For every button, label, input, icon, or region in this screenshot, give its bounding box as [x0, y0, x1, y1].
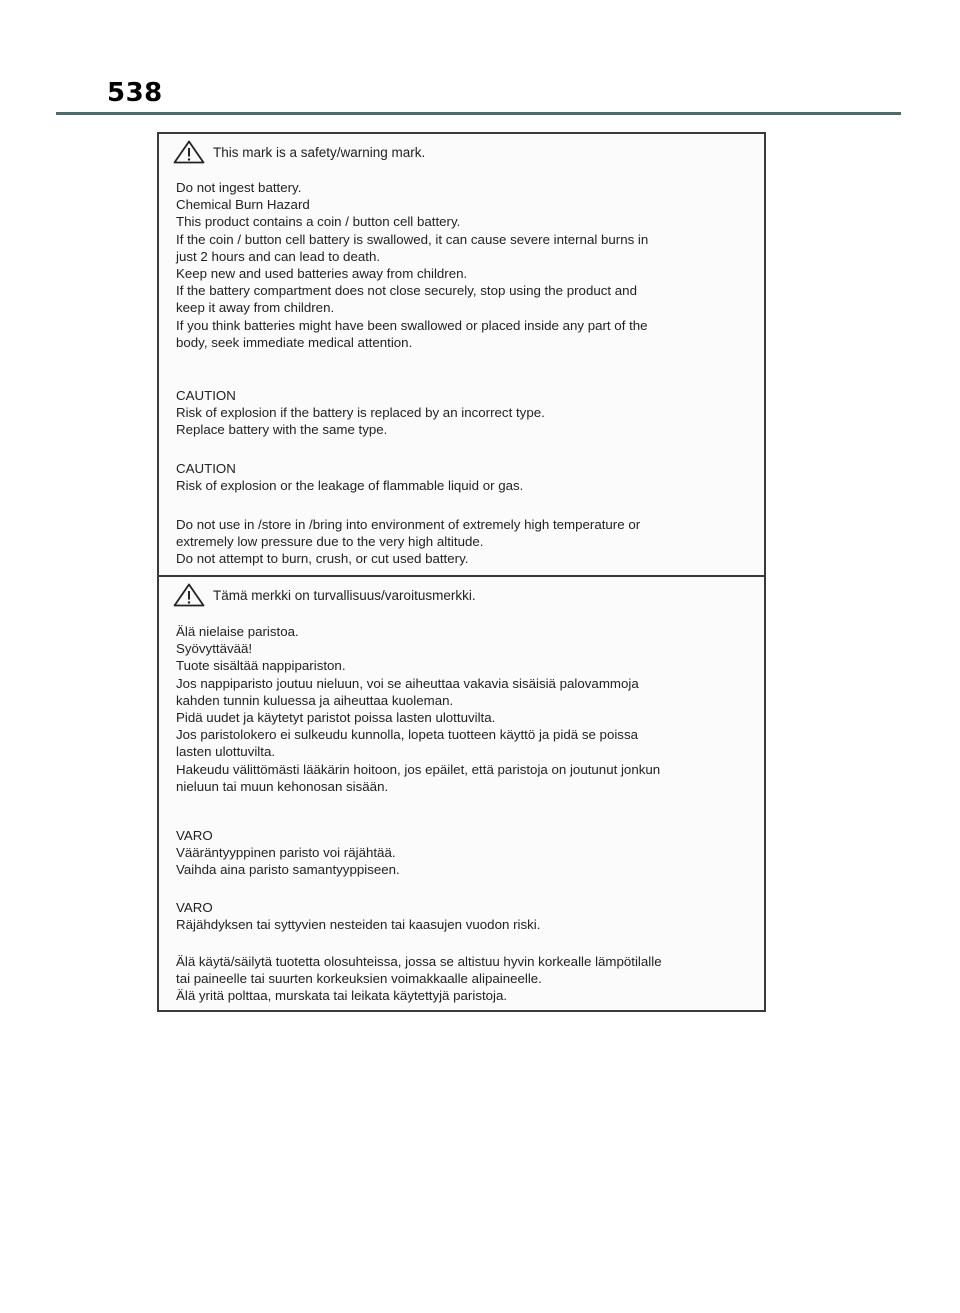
- text-line: body, seek immediate medical attention.: [176, 334, 413, 350]
- caution-heading: VARO: [176, 900, 213, 915]
- warning-triangle-icon: [173, 583, 205, 607]
- finnish-ingest-block: [176, 623, 752, 795]
- page-number: 538: [107, 78, 163, 108]
- english-environment-block: [176, 516, 752, 568]
- english-section: [159, 134, 764, 575]
- text-line: Älä nielaise paristoa.: [176, 624, 299, 639]
- text-line: Räjähdyksen tai syttyvien nesteiden tai kaasujen vuodon riski.: [176, 917, 541, 933]
- finnish-mark-row: [173, 583, 476, 607]
- text-line: Chemical Burn Hazard: [176, 197, 310, 213]
- caution-heading: CAUTION: [176, 388, 236, 403]
- text-line: kahden tunnin kuluessa ja aiheuttaa kuoleman.: [176, 692, 454, 708]
- english-mark-text: This mark is a safety/warning mark.: [213, 144, 426, 160]
- text-line: If the battery compartment does not close securely, stop using the product and: [176, 283, 637, 299]
- text-line: Vääräntyyppinen paristo voi räjähtää.: [176, 845, 396, 861]
- text-line: Vaihda aina paristo samantyyppiseen.: [176, 862, 400, 878]
- text-line: Älä yritä polttaa, murskata tai leikata käytettyjä paristoja.: [176, 988, 508, 1004]
- text-line: tai paineelle tai suurten korkeuksien voimakkaalle alipaineelle.: [176, 971, 542, 987]
- text-line: Risk of explosion or the leakage of flammable liquid or gas.: [176, 478, 524, 494]
- text-line: Syövyttävää!: [176, 641, 253, 657]
- text-line: Älä käytä/säilytä tuotetta olosuhteissa, jossa se altistuu hyvin korkealle lämpötilalle: [176, 954, 662, 969]
- finnish-caution-flammable: [176, 899, 752, 933]
- text-line: lasten ulottuvilta.: [176, 744, 276, 760]
- text-line: Do not attempt to burn, crush, or cut used battery.: [176, 551, 469, 567]
- finnish-caution-incorrect-type: [176, 827, 752, 879]
- text-line: just 2 hours and can lead to death.: [176, 248, 381, 264]
- text-line: Jos nappiparisto joutuu nieluun, voi se aiheuttaa vakavia sisäisiä palovammoja: [176, 675, 639, 691]
- text-line: Keep new and used batteries away from children.: [176, 266, 468, 282]
- header-rule: [56, 112, 901, 115]
- english-caution-flammable: [176, 460, 752, 494]
- text-line: extremely low pressure due to the very high altitude.: [176, 534, 484, 550]
- text-line: Pidä uudet ja käytetyt paristot poissa lasten ulottuvilta.: [176, 710, 496, 726]
- english-mark-row: [173, 140, 425, 164]
- text-line: If the coin / button cell battery is swallowed, it can cause severe internal burns in: [176, 231, 649, 247]
- text-line: Jos paristolokero ei sulkeudu kunnolla, lopeta tuotteen käyttö ja pidä se poissa: [176, 727, 638, 743]
- battery-safety-notice: [157, 132, 766, 1012]
- text-line: Tuote sisältää nappipariston.: [176, 658, 346, 674]
- text-line: This product contains a coin / button cell battery.: [176, 214, 461, 230]
- text-line: Risk of explosion if the battery is replaced by an incorrect type.: [176, 405, 545, 421]
- warning-triangle-icon: [173, 140, 205, 164]
- finnish-environment-block: [176, 953, 752, 1005]
- caution-heading: VARO: [176, 828, 213, 843]
- caution-heading: CAUTION: [176, 461, 236, 476]
- text-line: Replace battery with the same type.: [176, 422, 388, 438]
- text-line: Hakeudu välittömästi lääkärin hoitoon, jos epäilet, että paristoja on joutunut jonkun: [176, 761, 661, 777]
- english-caution-incorrect-type: [176, 387, 752, 439]
- text-line: If you think batteries might have been swallowed or placed inside any part of the: [176, 317, 648, 333]
- text-line: nieluun tai muun kehonosan sisään.: [176, 778, 389, 794]
- english-ingest-block: [176, 179, 752, 351]
- text-line: Do not use in /store in /bring into environment of extremely high temperature or: [176, 517, 641, 532]
- finnish-mark-text: Tämä merkki on turvallisuus/varoitusmerkki.: [213, 587, 476, 603]
- finnish-section: [159, 575, 764, 1012]
- text-line: Do not ingest battery.: [176, 180, 302, 195]
- text-line: keep it away from children.: [176, 300, 335, 316]
